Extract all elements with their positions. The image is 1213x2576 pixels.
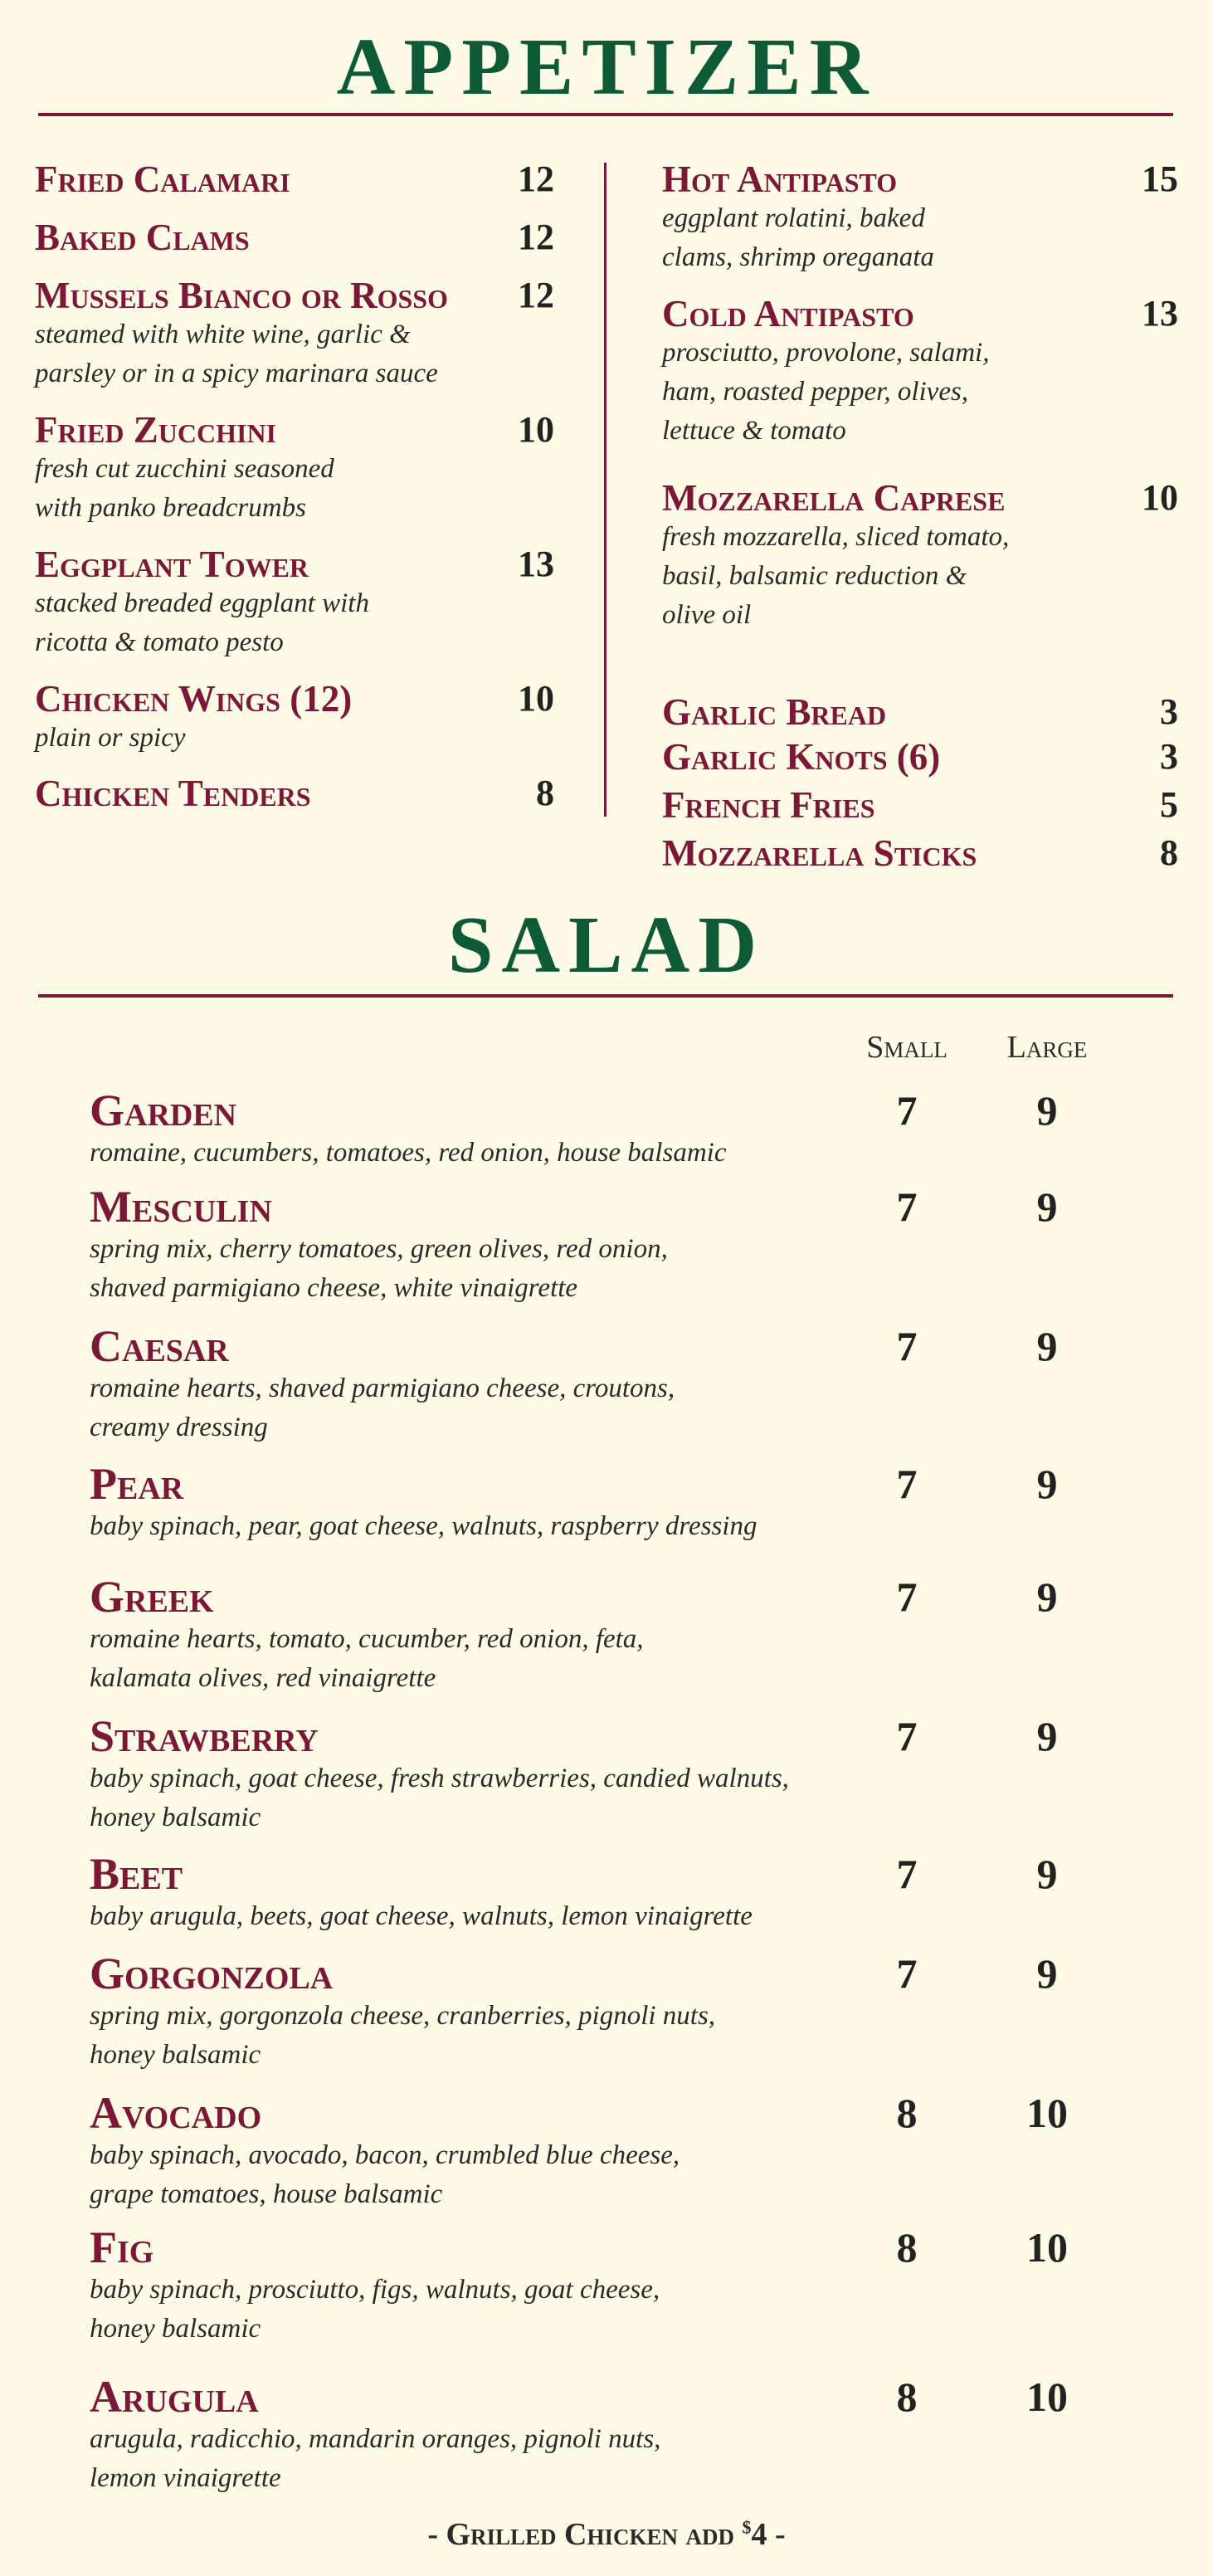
salad-small-price: 8 [896, 2224, 918, 2271]
appetizer-item [662, 159, 934, 277]
salad-item-name: Caesar [90, 1321, 229, 1371]
appetizer-item-name: Baked Clams [35, 217, 250, 258]
appetizer-item-price: 12 [518, 217, 554, 257]
salad-item [90, 2374, 660, 2498]
salad-item-name: Mesculin [90, 1182, 272, 1232]
footer-prefix: - Grilled Chicken add [427, 2517, 743, 2552]
appetizer-item [35, 410, 334, 528]
appetizer-item-name: Garlic Bread [662, 691, 887, 733]
salad-large-price: 9 [1036, 1851, 1058, 1897]
appetizer-item-name: Fried Calamari [35, 159, 290, 200]
salad-item-name: Strawberry [90, 1711, 319, 1761]
salad-item-description: spring mix, gorgonzola cheese, cranberries, pignoli nuts, honey balsamic [90, 2001, 716, 2070]
footer-suffix: - [767, 2517, 786, 2552]
salad-item-description: baby spinach, prosciutto, figs, walnuts, goat cheese, honey balsamic [90, 2275, 660, 2344]
appetizer-item [662, 692, 886, 732]
salad-item-description: spring mix, cherry tomatoes, green olives, red onion, shaved parmigiano cheese, white vinaigrette [90, 1234, 668, 1303]
appetizer-item-price: 13 [518, 544, 554, 584]
appetizer-item-description: fresh cut zucchini seasoned with panko breadcrumbs [35, 454, 334, 523]
appetizer-item [35, 217, 250, 257]
salad-large-price: 10 [1026, 2224, 1068, 2271]
column-divider [604, 163, 606, 817]
salad-item-name: Beet [90, 1849, 183, 1899]
appetizer-item-price: 8 [536, 773, 554, 813]
appetizer-item [662, 478, 1009, 635]
appetizer-item-description: plain or spicy [35, 723, 186, 753]
salad-small-price: 7 [896, 1323, 918, 1369]
salad-item-description: baby arugula, beets, goat cheese, walnuts, lemon vinaigrette [90, 1901, 753, 1931]
salad-item [90, 1851, 753, 1936]
appetizer-item-description: prosciutto, provolone, salami, ham, roasted pepper, olives, lettuce & tomato [662, 338, 990, 446]
salad-item-description: baby spinach, avocado, bacon, crumbled blue cheese, grape tomatoes, house balsamic [90, 2140, 680, 2209]
salad-large-price: 9 [1036, 1323, 1058, 1369]
appetizer-item [662, 737, 940, 777]
salad-item [90, 2090, 680, 2214]
salad-item-name: Gorgonzola [90, 1949, 334, 1998]
appetizer-item-name: Chicken Tenders [35, 773, 311, 814]
salad-small-price: 7 [896, 1950, 918, 1997]
salad-large-price: 9 [1036, 1461, 1058, 1507]
appetizer-item-name: Eggplant Tower [35, 544, 309, 585]
appetizer-item-name: Chicken Wings (12) [35, 678, 353, 720]
salad-item [90, 1713, 789, 1837]
appetizer-item-name: Hot Antipasto [662, 159, 898, 200]
appetizer-item-description: steamed with white wine, garlic & parsley or in a spicy marinara sauce [35, 320, 438, 388]
appetizer-item-name: French Fries [662, 784, 875, 826]
appetizer-item [662, 294, 989, 451]
appetizer-item-name: Garlic Knots (6) [662, 736, 941, 778]
salad-large-price: 10 [1026, 2374, 1068, 2420]
small-column-header: Small [866, 1030, 948, 1065]
salad-small-price: 7 [896, 1461, 918, 1507]
appetizer-item-description: fresh mozzarella, sliced tomato, basil, balsamic reduction & olive oil [662, 522, 1010, 630]
appetizer-divider [38, 113, 1173, 116]
appetizer-item-price: 10 [518, 409, 554, 450]
appetizer-item [662, 833, 977, 873]
appetizer-item-name: Mozzarella Caprese [662, 477, 1006, 519]
appetizer-item-price: 13 [1142, 293, 1178, 334]
salad-item-description: romaine hearts, shaved parmigiano cheese, croutons, creamy dressing [90, 1373, 675, 1442]
appetizer-item [662, 785, 875, 825]
appetizer-item-name: Mozzarella Sticks [662, 832, 977, 874]
appetizer-item-price: 5 [1160, 784, 1178, 825]
salad-item-name: Avocado [90, 2088, 262, 2138]
appetizer-item [35, 773, 311, 813]
appetizer-item [35, 544, 369, 662]
appetizer-item-description: eggplant rolatini, baked clams, shrimp oreganata [662, 203, 934, 272]
footer-currency: $ [742, 2516, 752, 2538]
salad-large-price: 9 [1036, 1713, 1058, 1759]
salad-large-price: 9 [1036, 1183, 1058, 1230]
salad-item [90, 1950, 715, 2075]
salad-item-description: baby spinach, pear, goat cheese, walnuts, raspberry dressing [90, 1511, 758, 1541]
salad-small-price: 7 [896, 1851, 918, 1897]
appetizer-item-price: 8 [1160, 832, 1178, 873]
salad-item-name: Garden [90, 1086, 237, 1135]
appetizer-item-price: 3 [1160, 691, 1178, 732]
appetizer-item-name: Mussels Bianco or Rosso [35, 275, 448, 316]
salad-item-description: romaine, cucumbers, tomatoes, red onion, house balsamic [90, 1138, 727, 1168]
appetizer-item-price: 3 [1160, 736, 1178, 777]
salad-item-description: baby spinach, goat cheese, fresh strawberries, candied walnuts, honey balsamic [90, 1764, 789, 1832]
grilled-chicken-note [0, 2516, 1213, 2553]
appetizer-item-price: 12 [518, 275, 554, 315]
salad-small-price: 8 [896, 2090, 918, 2136]
salad-item-name: Pear [90, 1459, 184, 1509]
salad-small-price: 7 [896, 1573, 918, 1620]
salad-divider [38, 994, 1173, 998]
salad-item-name: Fig [90, 2222, 154, 2272]
salad-item-name: Greek [90, 1572, 214, 1622]
salad-large-price: 9 [1036, 1573, 1058, 1620]
salad-large-price: 9 [1036, 1950, 1058, 1997]
salad-title: SALAD [447, 900, 766, 990]
appetizer-item [35, 679, 352, 758]
salad-small-price: 7 [896, 1087, 918, 1134]
appetizer-item-price: 10 [518, 678, 554, 719]
salad-large-price: 10 [1026, 2090, 1068, 2136]
appetizer-item-name: Cold Antipasto [662, 293, 914, 334]
salad-item-name: Arugula [90, 2372, 259, 2422]
salad-small-price: 7 [896, 1183, 918, 1230]
salad-item [90, 1573, 644, 1698]
salad-small-price: 7 [896, 1713, 918, 1759]
appetizer-title: APPETIZER [336, 22, 877, 112]
appetizer-item-price: 10 [1142, 477, 1178, 518]
appetizer-item-name: Fried Zucchini [35, 409, 277, 451]
salad-small-price: 8 [896, 2374, 918, 2420]
appetizer-item-price: 12 [518, 159, 554, 199]
footer-amount: 4 [751, 2517, 767, 2552]
appetizer-item [35, 276, 448, 393]
salad-item [90, 1087, 726, 1173]
salad-item-description: arugula, radicchio, mandarin oranges, pignoli nuts, lemon vinaigrette [90, 2424, 661, 2493]
salad-item [90, 1323, 675, 1447]
salad-item-description: romaine hearts, tomato, cucumber, red onion, feta, kalamata olives, red vinaigrette [90, 1624, 644, 1693]
salad-item [90, 2224, 660, 2349]
salad-large-price: 9 [1036, 1087, 1058, 1134]
salad-item [90, 1461, 757, 1546]
large-column-header: Large [1006, 1030, 1088, 1065]
appetizer-item [35, 159, 290, 199]
appetizer-item-price: 15 [1142, 159, 1178, 199]
appetizer-item-description: stacked breaded eggplant with ricotta & tomato pesto [35, 588, 369, 657]
salad-item [90, 1183, 668, 1308]
